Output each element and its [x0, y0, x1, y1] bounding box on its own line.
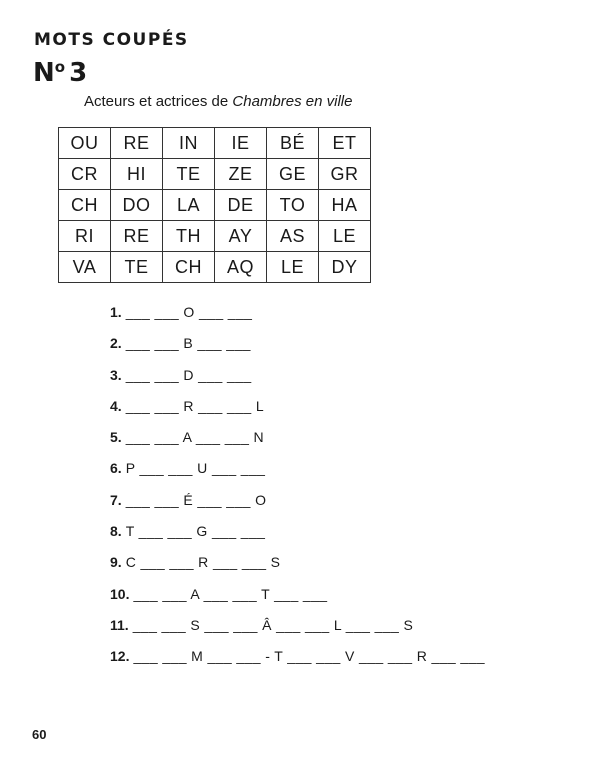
clue-item — [110, 365, 485, 396]
grid-cell: LA — [163, 190, 215, 221]
clue-item — [110, 521, 485, 552]
clue-number: 10. — [110, 585, 130, 602]
grid-cell: AY — [215, 221, 267, 252]
number-prefix: N — [33, 58, 55, 88]
grid-cell: TO — [267, 190, 319, 221]
clue-item — [110, 615, 485, 646]
clue-item — [110, 646, 485, 677]
grid-row — [59, 190, 371, 221]
subtitle-text: Acteurs et actrices de — [84, 93, 233, 110]
number-superscript: o — [54, 58, 66, 76]
clue-number: 3. — [110, 366, 122, 383]
clue-number: 8. — [110, 523, 122, 540]
number-value: 3 — [69, 58, 88, 88]
clue-item — [110, 584, 485, 615]
grid-cell: AS — [267, 221, 319, 252]
grid-cell: VA — [59, 252, 111, 283]
clue-pattern: ___ ___ S ___ ___ Â ___ ___ L ___ ___ S — [132, 616, 414, 633]
grid-cell: LE — [267, 252, 319, 283]
grid-cell: BÉ — [267, 128, 319, 159]
clue-item — [110, 302, 485, 333]
grid-cell: OU — [59, 128, 111, 159]
clue-pattern: ___ ___ D ___ ___ — [125, 366, 252, 383]
clue-item — [110, 552, 485, 583]
clue-number: 9. — [110, 554, 122, 571]
clue-number: 5. — [110, 429, 122, 446]
clue-number: 1. — [110, 304, 122, 320]
clue-pattern: ___ ___ A ___ ___ N — [125, 429, 265, 446]
clue-number: 11. — [110, 616, 129, 633]
grid-cell: DO — [111, 190, 163, 221]
clue-number: 12. — [110, 648, 130, 665]
grid-cell: HA — [319, 190, 371, 221]
clue-item — [110, 490, 485, 521]
grid-cell: LE — [319, 221, 371, 252]
clue-pattern: T ___ ___ G ___ ___ — [125, 523, 266, 540]
clue-number: 2. — [110, 335, 122, 352]
grid-cell: TE — [163, 159, 215, 190]
page-number: 60 — [32, 727, 47, 742]
grid-cell: GR — [319, 159, 371, 190]
clue-pattern: ___ ___ B ___ ___ — [125, 335, 251, 352]
grid-cell: CH — [163, 252, 215, 283]
clue-pattern: ___ ___ R ___ ___ L — [125, 397, 265, 414]
grid-cell: IE — [215, 128, 267, 159]
clue-pattern: ___ ___ M ___ ___ - T ___ ___ V ___ ___ R ___ ___ — [133, 648, 485, 665]
clue-item — [110, 427, 485, 458]
clue-number: 4. — [110, 397, 122, 414]
grid-row — [59, 252, 371, 283]
puzzle-subtitle — [84, 93, 352, 111]
clue-pattern: ___ ___ A ___ ___ T ___ ___ — [133, 585, 328, 602]
grid-cell: HI — [111, 159, 163, 190]
clue-pattern: ___ ___ É ___ ___ O — [125, 491, 267, 508]
grid-cell: ET — [319, 128, 371, 159]
grid-cell: DY — [319, 252, 371, 283]
clue-list — [110, 302, 485, 678]
grid-row — [59, 159, 371, 190]
syllable-grid — [58, 127, 371, 283]
grid-cell: CH — [59, 190, 111, 221]
clue-item — [110, 458, 485, 489]
subtitle-film-title: Chambres en ville — [232, 93, 353, 110]
grid-cell: CR — [59, 159, 111, 190]
clue-number: 7. — [110, 491, 122, 508]
grid-cell: DE — [215, 190, 267, 221]
grid-cell: RE — [111, 221, 163, 252]
grid-cell: TE — [111, 252, 163, 283]
clue-number: 6. — [110, 460, 122, 477]
grid-cell: IN — [163, 128, 215, 159]
puzzle-title: MOTS COUPÉS — [34, 30, 189, 50]
grid-row — [59, 128, 371, 159]
grid-cell: RE — [111, 128, 163, 159]
grid-cell: GE — [267, 159, 319, 190]
clue-item — [110, 396, 485, 427]
clue-item — [110, 333, 485, 364]
grid-cell: AQ — [215, 252, 267, 283]
puzzle-number — [33, 52, 87, 88]
grid-cell: ZE — [215, 159, 267, 190]
clue-pattern: ___ ___ O ___ ___ — [125, 304, 253, 320]
clue-pattern: P ___ ___ U ___ ___ — [125, 460, 266, 477]
grid-cell: TH — [163, 221, 215, 252]
grid-row — [59, 221, 371, 252]
clue-pattern: C ___ ___ R ___ ___ S — [125, 554, 281, 571]
grid-cell: RI — [59, 221, 111, 252]
